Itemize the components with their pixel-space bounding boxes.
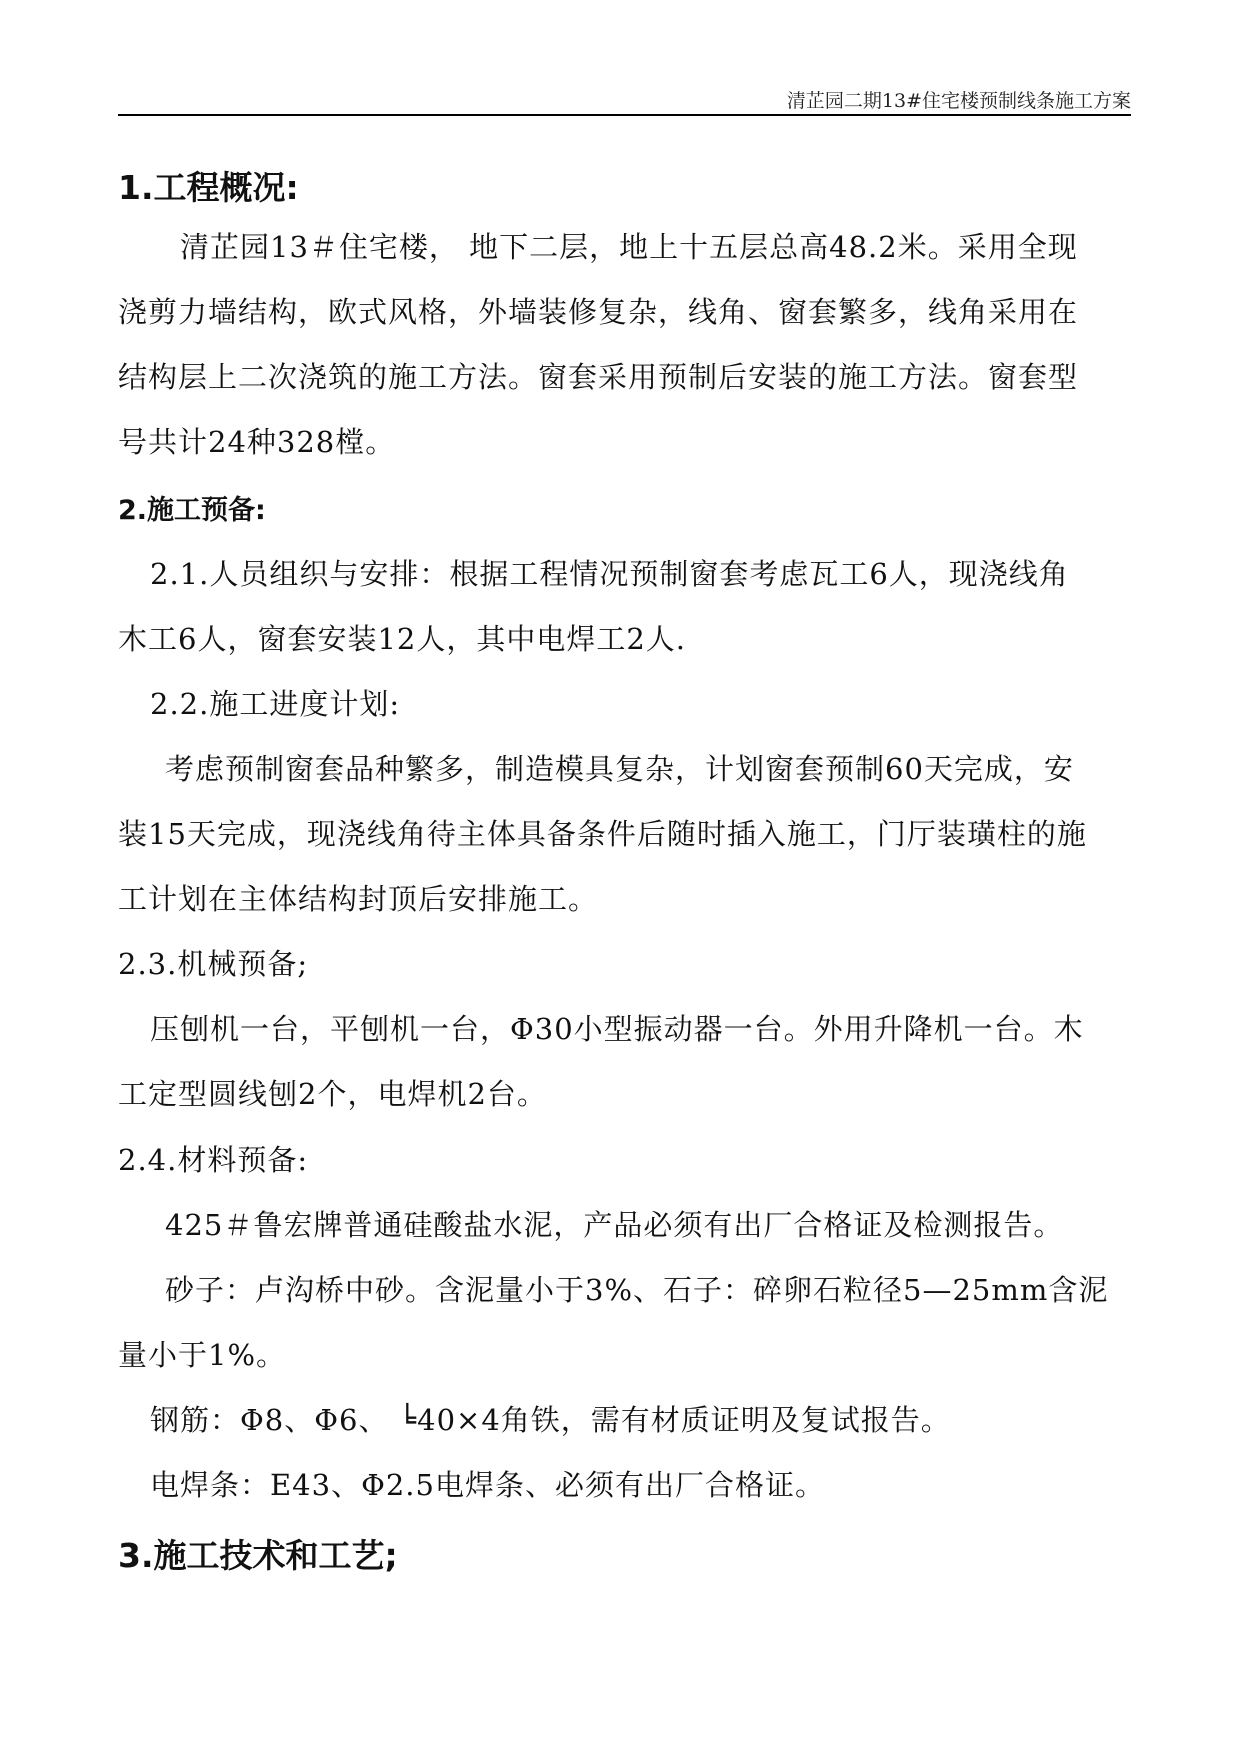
- section-1-line: 清芷园13＃住宅楼， 地下二层，地上十五层总高48.2米。采用全现: [180, 230, 1078, 264]
- section-2-2-line: 考虑预制窗套品种繁多，制造模具复杂，计划窗套预制60天完成，安: [165, 752, 1074, 786]
- section-2-4-line: 电焊条：E43、Φ2.5电焊条、必须有出厂合格证。: [150, 1468, 825, 1502]
- section-1-line: 浇剪力墙结构，欧式风格，外墙装修复杂，线角、窗套繁多，线角采用在: [118, 295, 1079, 329]
- section-2-4-line: 425＃鲁宏牌普通硅酸盐水泥，产品必须有出厂合格证及检测报告。: [165, 1208, 1064, 1242]
- section-1-line: 结构层上二次浇筑的施工方法。窗套采用预制后安装的施工方法。窗套型: [118, 360, 1079, 394]
- section-2-4-title: 2.4.材料预备:: [118, 1143, 309, 1177]
- section-2-3-title: 2.3.机械预备;: [118, 947, 309, 981]
- section-2-3-line: 压刨机一台，平刨机一台，Φ30小型振动器一台。外用升降机一台。木: [150, 1012, 1084, 1046]
- section-2-4-line: 砂子：卢沟桥中砂。含泥量小于3%、石子：碎卵石粒径5—25mm含泥: [165, 1273, 1109, 1307]
- section-2-4-line: 钢筋：Φ8、Φ6、 ╘40×4角铁，需有材质证明及复试报告。: [150, 1403, 951, 1437]
- header-divider: [118, 114, 1131, 116]
- section-1-heading: 1.工程概况:: [118, 168, 299, 207]
- section-2-4-line: 量小于1%。: [118, 1338, 287, 1372]
- section-2-3-line: 工定型圆线刨2个，电焊机2台。: [118, 1077, 547, 1111]
- section-2-2-title: 2.2.施工进度计划:: [150, 687, 401, 721]
- section-1-line: 号共计24种328樘。: [118, 425, 396, 459]
- running-header: 清芷园二期13#住宅楼预制线条施工方案: [786, 90, 1131, 112]
- section-2-2-line: 装15天完成，现浇线角待主体具备条件后随时插入施工，门厅装璜柱的施: [118, 817, 1087, 851]
- section-2-2-line: 工计划在主体结构封顶后安排施工。: [118, 882, 599, 916]
- section-2-1-line: 木工6人，窗套安装12人，其中电焊工2人.: [118, 622, 687, 656]
- section-2-1-line: 2.1.人员组织与安排：根据工程情况预制窗套考虑瓦工6人，现浇线角: [150, 557, 1069, 591]
- section-3-heading: 3.施工技术和工艺;: [118, 1536, 398, 1575]
- section-2-heading: 2.施工预备:: [118, 495, 266, 526]
